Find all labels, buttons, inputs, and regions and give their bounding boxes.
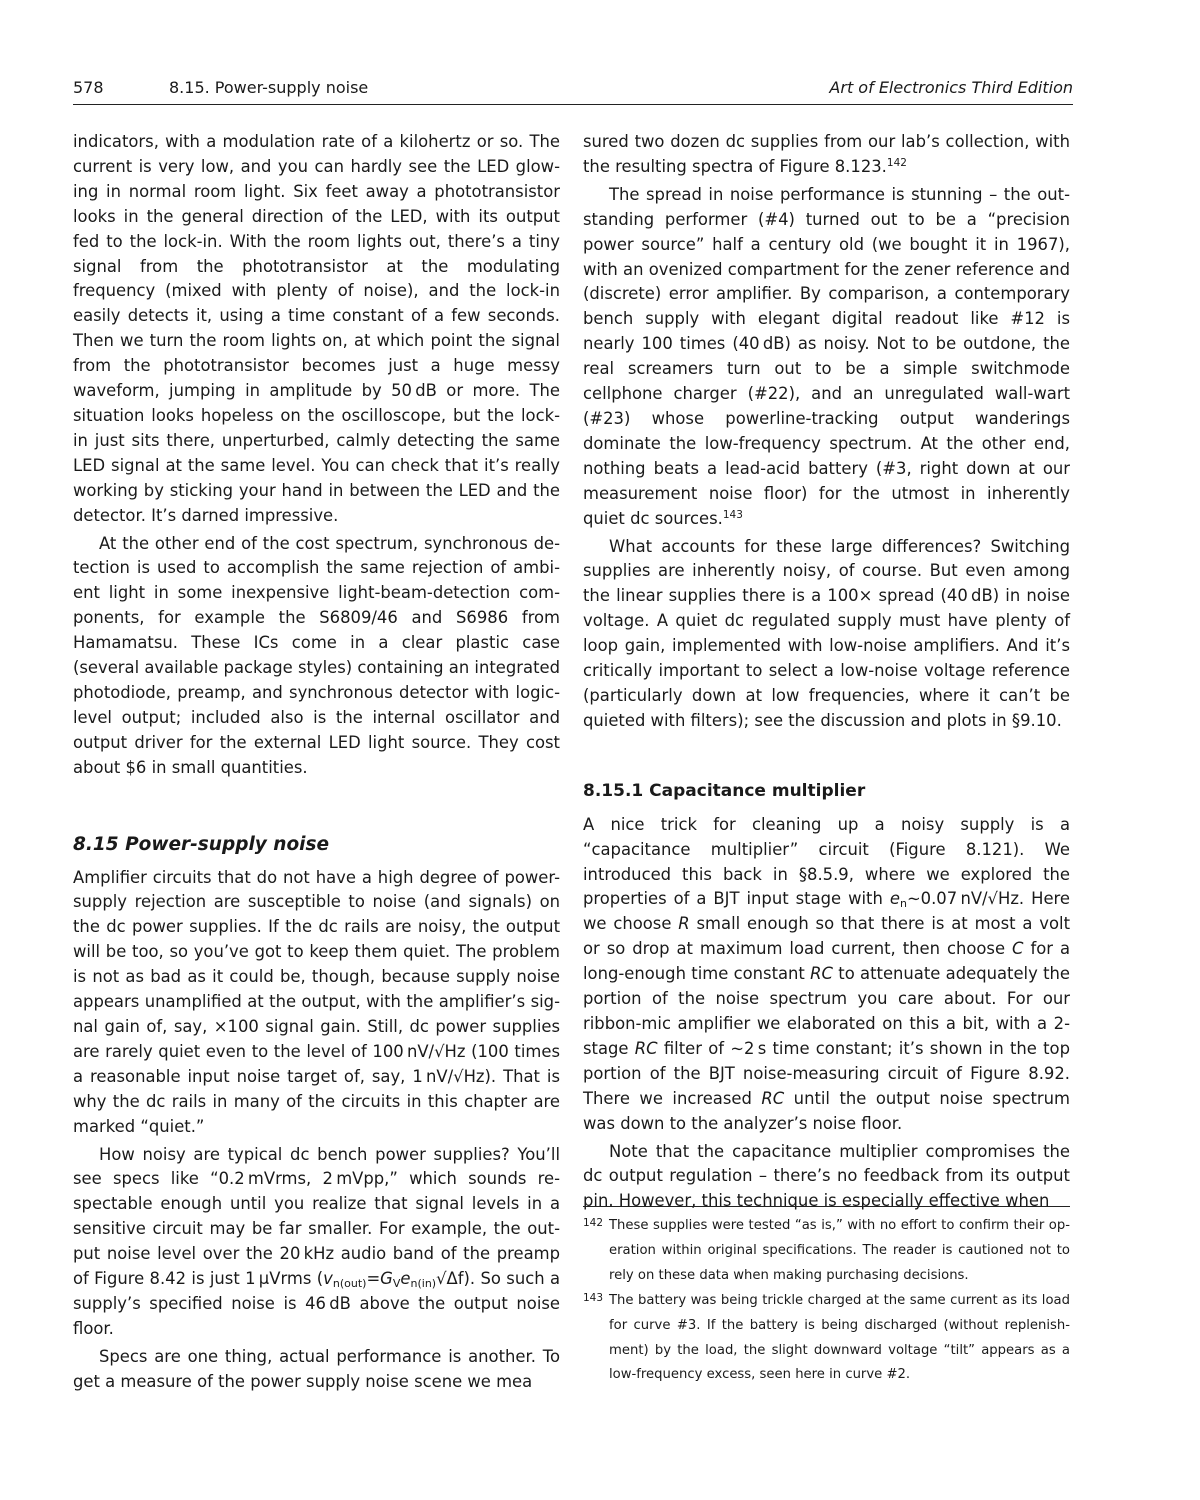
- math-symbol: C: [1012, 939, 1024, 959]
- running-header: [73, 78, 1073, 105]
- footnote: [583, 1214, 1070, 1289]
- footnote-mark: 142: [583, 1217, 604, 1229]
- text-run: small enough so that there is at most a volt or so drop at maximum load current, then choose: [583, 914, 1070, 959]
- math-symbol: RC: [634, 1038, 658, 1058]
- footnote-ref[interactable]: 143: [722, 508, 743, 521]
- text-run: ∼0.07 nV/√Hz. Here we choose: [583, 889, 1070, 934]
- footnote-mark: 143: [583, 1291, 604, 1304]
- text-run: A nice trick for cleaning up a noisy supply is a “capacitance multiplier” circuit (Figure 8.121). We introduced this back in §8.5.9, where we explored the properties of a BJT input stage with: [583, 814, 1070, 909]
- math-subscript: n: [899, 897, 907, 911]
- math-subscript: n(out): [332, 1277, 367, 1291]
- math-symbol: v: [323, 1269, 333, 1289]
- math-symbol: e: [400, 1269, 411, 1289]
- page-number: 578: [73, 78, 104, 97]
- text-run: for a long-enough time constant: [583, 939, 1070, 984]
- math-subscript: n(in): [410, 1277, 437, 1291]
- text-run: sured two dozen dc supplies from our lab’s collection, with the resulting spectra of Figure 8.123.: [583, 132, 1070, 176]
- left-column: [73, 130, 560, 1395]
- section-heading: 8.15 Power-supply noise: [73, 833, 330, 855]
- paragraph: What accounts for these large differences? Switching supplies are inherently noisy, of course. But even among the linear supplies there is a 100× spread (40 dB) in noise voltage. A quiet dc regulated supply must have plenty of loop gain, implemented with low-noise amplifiers. And it’s critically important to select a low-noise voltage reference (particularly down at low frequencies, where it can’t be quieted with filters); see the discussion and plots in §9.10.: [583, 536, 1070, 730]
- math-symbol: RC: [761, 1088, 785, 1108]
- footnote-text: The battery was being trickle charged at the same current as its load for curve #3. If the battery is being discharged (without replenishment) by the load, the slight downward voltage “tilt” appears as a low-frequency excess, seen here in curve #2.: [609, 1292, 1070, 1383]
- text-run: ). So such a supply’s specified noise is 46 dB above the output noise floor.: [73, 1269, 560, 1338]
- text-run: filter of ∼2 s time constant; it’s shown in the top portion of the BJT noise-measuring circuit of Figure 8.92. There we increased: [583, 1038, 1070, 1108]
- paragraph: [583, 813, 1070, 1137]
- math-symbol: =G: [366, 1269, 393, 1289]
- running-section-title: 8.15. Power-supply noise: [169, 78, 369, 97]
- footnote-divider: [583, 1206, 1070, 1207]
- math-symbol: RC: [810, 964, 833, 984]
- footnote-ref[interactable]: 142: [886, 156, 907, 169]
- paragraph: Amplifier circuits that do not have a high degree of power-supply rejection are susceptible to noise (and signals) on the dc power supplies. If the dc rails are noisy, the output will be too, so you’ve got to keep them quiet. The problem is not as bad as it could be, though, because supply noise appears unamplified at the output, with the amplifier’s signal gain of, say, ×100 signal gain. Still, dc power supplies are rarely quiet even to the level of 100 nV/√Hz (100 times a reasonable input noise target of, say, 1 nV/√Hz). That is why the dc rails in many of the circuits in this chapter are marked “quiet.”: [73, 867, 560, 1136]
- math-symbol: R: [678, 914, 690, 934]
- paragraph: Specs are one thing, actual performance is another. To get a measure of the power supply noise scene we mea: [73, 1346, 560, 1391]
- subsection-heading: 8.15.1 Capacitance multiplier: [583, 780, 866, 801]
- footnote: [583, 1289, 1070, 1389]
- footnote-text: These supplies were tested “as is,” with no effort to confirm their operation within original specifications. The reader is cautioned not to rely on these data when making purchasing decisions.: [609, 1218, 1070, 1283]
- footnotes: [583, 1214, 1070, 1388]
- right-column: [583, 130, 1070, 1214]
- text-run: until the output noise spectrum was down to the analyzer’s noise floor.: [583, 1088, 1070, 1133]
- text-run: The spread in noise performance is stunning – the outstanding performer (#4) turned out to be a “precision power source” half a century old (we bought it in 1967), with an ovenized compartment for the zener reference and (discrete) error amplifier. By comparison, a contemporary bench supply with elegant digital readout like #12 is nearly 100 times (40 dB) as noisy. Not to be outdone, the real screamers turn out to be a simple switchmode cellphone charger (#22), and an unregulated wall-wart (#23) whose powerline-tracking output wanderings dominate the low-frequency spectrum. At the other end, nothing beats a lead-acid battery (#3, right down at our measurement noise floor) for the utmost in inherently quiet dc sources.: [583, 184, 1070, 528]
- math-symbol: e: [889, 889, 900, 909]
- paragraph: indicators, with a modulation rate of a kilohertz or so. The current is very low, and you can hardly see the LED glowing in normal room light. Six feet away a phototransistor looks in the general direction of the LED, with its output fed to the lock-in. With the room lights out, there’s a tiny signal from the phototransistor at the modulating frequency (mixed with plenty of noise), and the lock-in easily detects it, using a time constant of a few seconds. Then we turn the room lights on, at which point the signal from the phototransistor becomes just a huge messy waveform, jumping in amplitude by 50 dB or more. The situation looks hopeless on the oscilloscope, but the lock-in just sits there, unperturbed, calmly detecting the same LED signal at the same level. You can check that it’s really working by sticking your hand in between the LED and the detector. It’s darned impressive.: [73, 132, 560, 525]
- text-run: to attenuate adequately the portion of the noise spectrum you care about. For our ribbon-mic amplifier we elaborated on this a bit, with a 2-stage: [583, 964, 1070, 1058]
- paragraph: [583, 183, 1070, 532]
- paragraph: Note that the capacitance multiplier compromises the dc output regulation – there’s no feedback from its output pin. However, this technique is especially effective when: [583, 1141, 1070, 1211]
- paragraph: [583, 130, 1070, 180]
- book-title: Art of Electronics Third Edition: [829, 78, 1073, 97]
- paragraph: At the other end of the cost spectrum, synchronous detection is used to accomplish the same rejection of ambient light in some inexpensive light-beam-detection components, for example the S6809/46 and S6986 from Hamamatsu. These ICs come in a clear plastic case (several available package styles) containing an integrated photodiode, preamp, and synchronous detector with logic-level output; included also is the internal oscillator and output driver for the external LED light source. They cost about $6 in small quantities.: [73, 533, 560, 777]
- math-root: √Δf: [436, 1269, 464, 1289]
- paragraph: [73, 1143, 560, 1342]
- text-run: How noisy are typical dc bench power supplies? You’ll see specs like “0.2 mVrms, 2 mVpp,” which sounds respectable enough until you realize that signal levels in a sensitive circuit may be far smaller. For example, the output noise level over the 20 kHz audio band of the preamp of Figure 8.42 is just 1 μVrms (: [73, 1144, 560, 1289]
- math-subscript: V: [392, 1277, 401, 1291]
